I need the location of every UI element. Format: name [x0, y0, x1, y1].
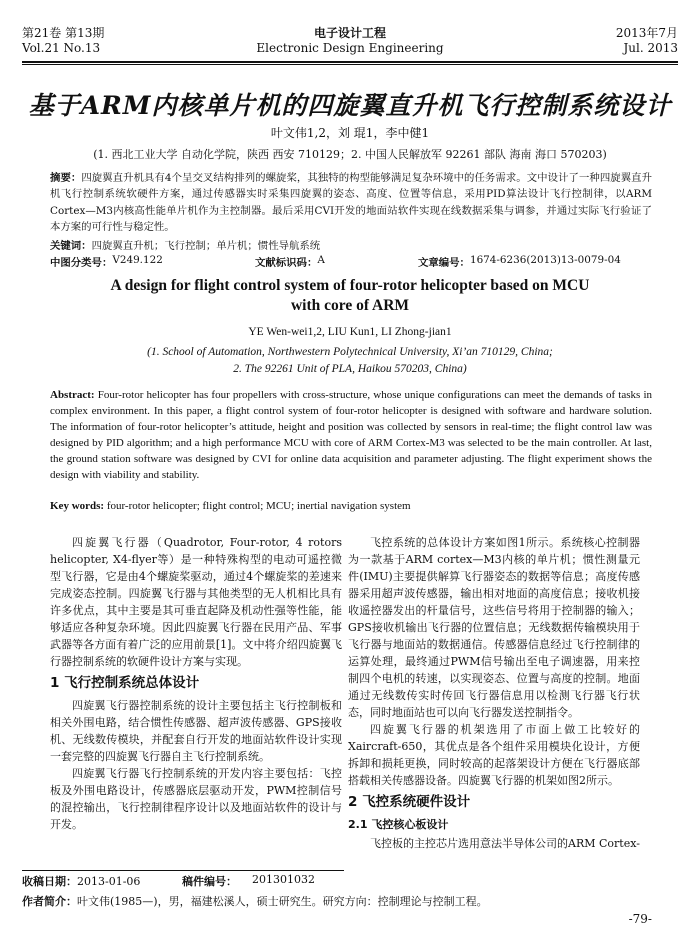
date-en: Jul. 2013 — [623, 41, 678, 55]
article-number — [418, 254, 621, 269]
article-label: 文章编号： — [418, 257, 470, 269]
section-1-paragraph-1: 四旋翼飞行器控制系统的设计主要包括主飞行控制板和相关外围电路，结合惯性传感器、超声波传感器、GPS接收机、无线数传模块，并配套自行开发的地面站软件设计实现一套完整的四旋翼飞行器自主飞行控制系统。 — [50, 699, 342, 763]
affil-en-line2: 2. The 92261 Unit of PLA, Haikou 570203, China) — [233, 363, 467, 375]
abstract-en-label: Abstract: — [50, 389, 95, 401]
clc-value: V249.122 — [112, 254, 163, 266]
keywords-cn — [50, 237, 652, 252]
affiliations-en — [0, 344, 700, 378]
footnote-received — [22, 873, 352, 889]
frame-paragraph: 四旋翼飞行器的机架选用了市面上做工比较好的Xaircraft-650，其优点是各个组件采用模块化设计，方便拆卸和损耗更换，同时较高的起落架设计方便在飞行器底部搭载相关传感器设备。四旋翼飞行器的机架如图2所示。 — [348, 723, 640, 787]
footnote-author-bio — [22, 893, 488, 909]
keywords-en — [50, 500, 652, 512]
section-1-heading: 1 飞行控制系统总体设计 — [50, 675, 200, 691]
abstract-cn-label: 摘要： — [50, 172, 82, 184]
journal-name — [22, 26, 678, 56]
received-label: 收稿日期： — [22, 875, 77, 888]
affiliations-cn: (1. 西北工业大学 自动化学院，陕西 西安 710129；2. 中国人民解放军 92261 部队 海南 海口 570203) — [93, 148, 607, 161]
title-en-line2: with core of ARM — [290, 297, 410, 314]
clc-number — [50, 254, 163, 269]
journal-cn: 电子设计工程 — [313, 26, 386, 40]
keywords-cn-label: 关键词： — [50, 240, 92, 252]
section-1-paragraph-2: 四旋翼飞行器飞行控制系统的开发内容主要包括：飞控板及外围电路设计，传感器底层驱动开发，PWM控制信号的混控输出，飞行控制律程序设计以及地面站软件的设计与开发。 — [50, 767, 342, 831]
body-column-right — [348, 534, 640, 852]
manuscript-id: 201301032 — [252, 873, 315, 886]
bio-label: 作者简介： — [22, 895, 77, 908]
title-en — [0, 276, 700, 316]
affil-en-line1: (1. School of Automation, Northwestern Polytechnical University, Xi’an 710129, China; — [147, 346, 553, 358]
bio-text: 叶文伟(1985—)，男，福建松溪人，硕士研究生。研究方向：控制理论与控制工程。 — [77, 895, 488, 908]
authors-en: YE Wen-wei1,2, LIU Kun1, LI Zhong-jian1 — [248, 326, 452, 338]
overall-design-paragraph: 飞控系统的总体设计方案如图1所示。系统核心控制器为一款基于ARM cortex—M3内核的单片机；惯性测量元件(IMU)主要提供解算飞行器姿态的数据等信息；高度传感器采用超声波传感器，输出相对地面的高度信息；接收机接收遥控器发出的杆量信号，这些信号将用于控制器的输入；GPS接收机输出飞行器的位置信息；无线数据传输模块用于飞行器与地面站的数据通信。传感器信息经过飞行控制律的运算处理，最终通过PWM信号输出至电子调速器，用来控制四个电机的转速，以实现姿态、位置与高度的控制。地面通过无线数传实时传回飞行器信息用以检测飞行器飞行状态，同时地面站也可以向飞行器发送控制指令。 — [348, 536, 640, 719]
title-cn: 基于ARM内核单片机的四旋翼直升机飞行控制系统设计 — [28, 91, 672, 120]
page-number: -79- — [628, 912, 652, 926]
title-en-line1: A design for flight control system of four-rotor helicopter based on MCU — [110, 277, 590, 294]
section-2-heading: 2 飞控系统硬件设计 — [348, 794, 471, 810]
section-2-1-heading: 2.1 飞控核心板设计 — [348, 818, 449, 831]
date-cn: 2013年7月 — [615, 26, 678, 40]
header-rule-thick — [22, 61, 678, 63]
abstract-en-text: Four-rotor helicopter has four propellers with cross-structure, whose unique configurations can meet the demands of tasks in complex environment. In this paper, a flight control system of four-rotor helicopter is designed with software and hardware solution. The information of four-rotor helicopter’s attitude, height and position was collected by sensors in real-time; the flight control law was designed by PID algorithm; and a high performance MCU with core of ARM Cortex-M3 was selected to be the main controller. At last, the ground station software was designed by CVI for online data acquisition and parameter adjusting. The flight experiment shows the design with viability and stability. — [50, 389, 653, 481]
journal-en: Electronic Design Engineering — [256, 41, 444, 55]
body-column-left — [50, 534, 342, 833]
clc-label: 中图分类号： — [50, 257, 113, 269]
doc-value: A — [317, 254, 325, 266]
volume-cn: 第21卷 第13期 — [22, 26, 105, 40]
abstract-en — [50, 387, 652, 483]
classification-row — [50, 254, 652, 270]
doc-label: 文献标识码： — [255, 257, 318, 269]
intro-paragraph: 四旋翼飞行器（Quadrotor, Four-rotor, 4 rotors helicopter, X4-flyer等）是一种特殊构型的电动可遥控微型飞行器，它是由4个螺旋桨驱动，通过4个螺旋桨的差速来完成姿态控制。四旋翼飞行器与其他类型的无人机相比具有许多优点，其中主要是其可垂直起降及机动性强等性能，能够适应各种复杂环境。因此四旋翼飞行器在民用产品、军事武器等各方面有着广泛的应用前景[1]。文中将介绍四旋翼飞行器控制系统的软硬件设计方案与实现。 — [50, 536, 342, 668]
keywords-en-text: four-rotor helicopter; flight control; MCU; inertial navigation system — [106, 500, 411, 512]
abstract-cn-text: 四旋翼直升机具有4个呈交叉结构排列的螺旋桨，其独特的构型能够满足复杂环境中的任务需求。文中设计了一种四旋翼直升机飞行控制系统软硬件方案，通过传感器实时采集四旋翼的姿态、高度、位置等信息，采用PID算法设计飞行控制律，以ARM Cortex—M3内核高性能单片机作为主控制器。最后采用CVI开发的地面站软件实现在线数据采集与调参，并通过实际飞行验证了本方案的可行性与稳定性。 — [50, 172, 653, 233]
abstract-cn — [50, 170, 652, 235]
section-2-1-paragraph: 飞控板的主控芯片选用意法半导体公司的ARM Cortex- — [370, 837, 640, 850]
keywords-cn-text: 四旋翼直升机；飞行控制；单片机；惯性导航系统 — [91, 240, 321, 252]
keywords-en-label: Key words: — [50, 500, 105, 512]
authors-cn: 叶文伟1,2，刘 琨1，李中健1 — [270, 126, 430, 140]
running-header — [22, 26, 678, 60]
doc-code — [255, 254, 325, 269]
issue-date — [616, 26, 678, 56]
article-value: 1674-6236(2013)13-0079-04 — [469, 254, 621, 266]
received-date: 2013-01-06 — [77, 875, 141, 888]
footnote-rule — [22, 870, 344, 871]
volume-en: Vol.21 No.13 — [22, 41, 101, 55]
header-rule-thin — [22, 64, 678, 65]
manuscript-id-label: 稿件编号： — [182, 875, 237, 888]
